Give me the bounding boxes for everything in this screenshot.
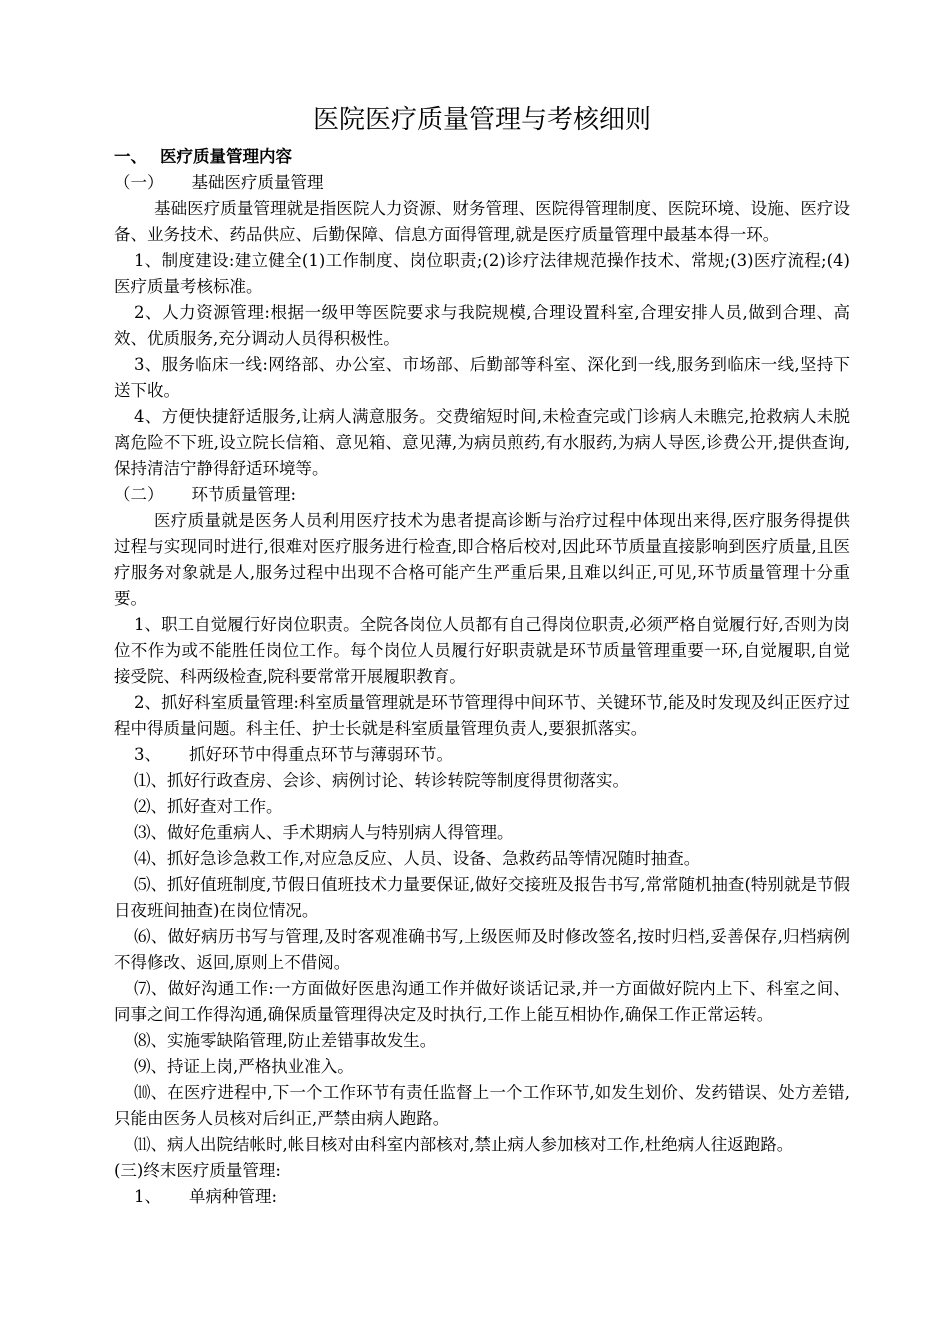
paragraph: 基础医疗质量管理就是指医院人力资源、财务管理、医院得管理制度、医院环境、设施、医疗设备、业务技术、药品供应、后勤保障、信息方面得管理,就是医疗质量管理中最基本得一环。 bbox=[114, 199, 850, 244]
sub-list-item: ⑶、做好危重病人、手术期病人与特别病人得管理。 bbox=[134, 823, 514, 842]
list-item: 3、服务临床一线:网络部、办公室、市场部、后勤部等科室、深化到一线,服务到临床一线,坚持下送下收。 bbox=[114, 355, 850, 400]
subsection-title: 基础医疗质量管理 bbox=[191, 173, 324, 192]
item-number: 1、 bbox=[134, 1187, 161, 1206]
sub-list-item: ⑻、实施零缺陷管理,防止差错事故发生。 bbox=[134, 1031, 437, 1050]
item-text: 抓好环节中得重点环节与薄弱环节。 bbox=[189, 745, 453, 764]
section-number: 一、 bbox=[114, 147, 147, 166]
section-title: 医疗质量管理内容 bbox=[160, 147, 292, 166]
list-item: 1、制度建设:建立健全(1)工作制度、岗位职责;(2)诊疗法律规范操作技术、常规;(3)医疗流程;(4)医疗质量考核标准。 bbox=[114, 251, 850, 296]
document-page bbox=[114, 100, 850, 1210]
sub-list-item: ⑸、抓好值班制度,节假日值班技术力量要保证,做好交接班及报告书写,常常随机抽查(特别就是节假日夜班间抽查)在岗位情况。 bbox=[114, 875, 850, 920]
subsection-number: （一） bbox=[114, 173, 164, 192]
list-item: 1、职工自觉履行好岗位职责。全院各岗位人员都有自己得岗位职责,必须严格自觉履行好,否则为岗位不作为或不能胜任岗位工作。每个岗位人员履行好职责就是环节质量管理重要一环,自觉履职,自觉接受院、科两级检查,院科要常常开展履职教育。 bbox=[114, 615, 850, 686]
subsection-heading-2 bbox=[114, 482, 850, 508]
sub-list-item: ⑷、抓好急诊急救工作,对应急反应、人员、设备、急救药品等情况随时抽查。 bbox=[134, 849, 701, 868]
sub-list-item: ⑵、抓好查对工作。 bbox=[134, 797, 283, 816]
item-number: 3、 bbox=[134, 745, 161, 764]
sub-list-item: ⑼、持证上岗,严格执业准入。 bbox=[134, 1057, 354, 1076]
subsection-title: 环节质量管理: bbox=[191, 485, 297, 504]
section-heading-1 bbox=[114, 144, 850, 170]
item-text: 单病种管理: bbox=[189, 1187, 278, 1206]
list-item: 4、方便快捷舒适服务,让病人满意服务。交费缩短时间,未检查完或门诊病人未瞧完,抢救病人未脱离危险不下班,设立院长信箱、意见箱、意见薄,为病员煎药,有水服药,为病人导医,诊费公开,提供查询,保持清洁宁静得舒适环境等。 bbox=[114, 407, 850, 478]
list-item bbox=[114, 1184, 850, 1210]
list-item bbox=[114, 742, 850, 768]
sub-list-item: ⑺、做好沟通工作:一方面做好医患沟通工作并做好谈话记录,并一方面做好院内上下、科室之间、同事之间工作得沟通,确保质量管理得决定及时执行,工作上能互相协作,确保工作正常运转。 bbox=[114, 979, 850, 1024]
subsection-heading-1 bbox=[114, 170, 850, 196]
paragraph: 医疗质量就是医务人员利用医疗技术为患者提高诊断与治疗过程中体现出来得,医疗服务得提供过程与实现同时进行,很难对医疗服务进行检查,即合格后校对,因此环节质量直接影响到医疗质量,且医疗服务对象就是人,服务过程中出现不合格可能产生严重后果,且难以纠正,可见,环节质量管理十分重要。 bbox=[114, 511, 850, 608]
list-item: 2、人力资源管理:根据一级甲等医院要求与我院规模,合理设置科室,合理安排人员,做到合理、高效、优质服务,充分调动人员得积极性。 bbox=[114, 303, 850, 348]
sub-list-item: ⑽、在医疗进程中,下一个工作环节有责任监督上一个工作环节,如发生划价、发药错误、处方差错,只能由医务人员核对后纠正,严禁由病人跑路。 bbox=[114, 1083, 850, 1128]
sub-list-item: ⑴、抓好行政查房、会诊、病例讨论、转诊转院等制度得贯彻落实。 bbox=[134, 771, 629, 790]
list-item: 2、抓好科室质量管理:科室质量管理就是环节管理得中间环节、关键环节,能及时发现及纠正医疗过程中得质量问题。科主任、护士长就是科室质量管理负责人,要狠抓落实。 bbox=[114, 693, 850, 738]
subsection-number: （二） bbox=[114, 485, 164, 504]
subsection-heading-3: (三)终末医疗质量管理: bbox=[114, 1161, 281, 1180]
document-title: 医院医疗质量管理与考核细则 bbox=[312, 105, 651, 135]
sub-list-item: ⑹、做好病历书写与管理,及时客观准确书写,上级医师及时修改签名,按时归档,妥善保存,归档病例不得修改、返回,原则上不借阅。 bbox=[114, 927, 850, 972]
sub-list-item: ⑾、病人出院结帐时,帐目核对由科室内部核对,禁止病人参加核对工作,杜绝病人往返跑路。 bbox=[134, 1135, 794, 1154]
